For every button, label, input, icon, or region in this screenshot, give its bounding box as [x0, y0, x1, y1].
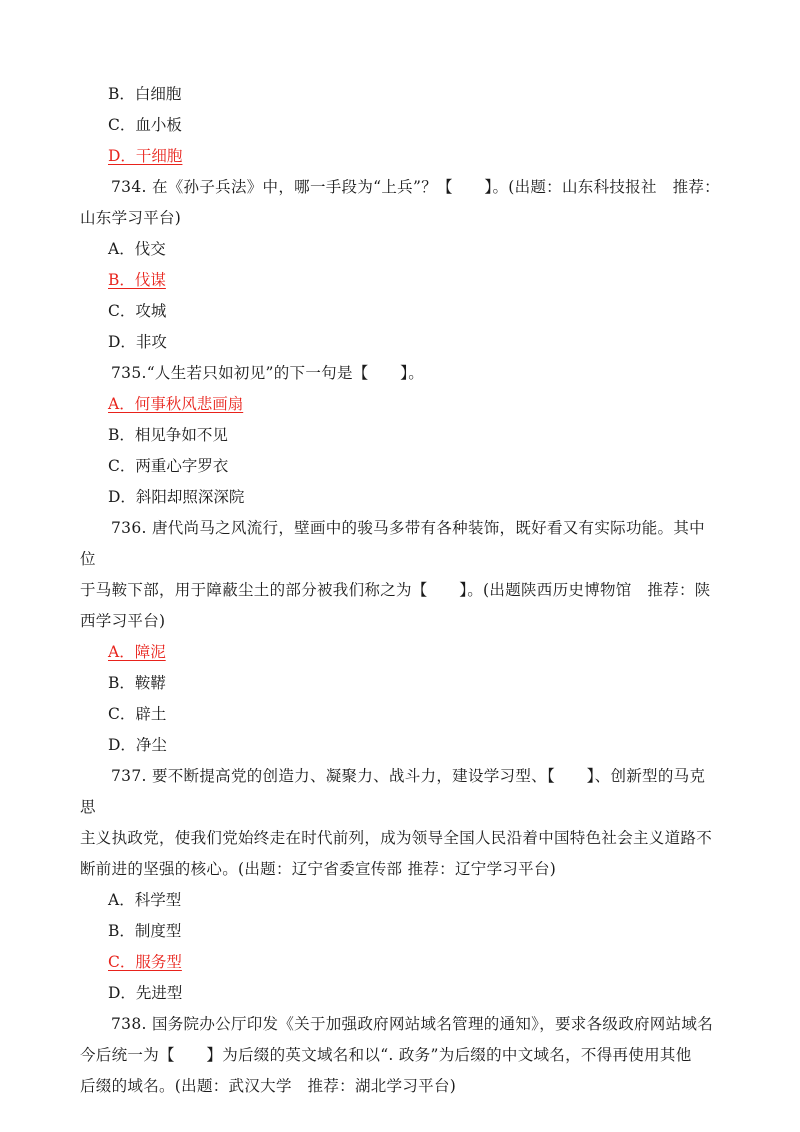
answer-option: C．血小板 — [108, 116, 182, 134]
question-text: 738. 国务院办公厅印发《关于加强政府网站域名管理的通知》，要求各级政府网站域名 — [111, 1015, 713, 1033]
answer-option: D．斜阳却照深深院 — [108, 488, 245, 506]
answer-option: C．攻城 — [108, 302, 167, 320]
question-text-continued: 后缀的域名。(出题：武汉大学 推荐：湖北学习平台) — [80, 1077, 457, 1095]
answer-option-correct: B．伐谋 — [108, 271, 166, 289]
question-text: 737. 要不断提高党的创造力、凝聚力、战斗力，建设学习型、【 】、创新型的马克思 — [80, 767, 706, 816]
answer-option: C．辟土 — [108, 705, 167, 723]
answer-option-correct: A．障泥 — [108, 643, 166, 661]
question-text-continued: 断前进的坚强的核心。(出题：辽宁省委宣传部 推荐：辽宁学习平台) — [80, 860, 557, 878]
answer-option: B．制度型 — [108, 922, 182, 940]
question-text: 734. 在《孙子兵法》中，哪一手段为“上兵”？【 】。(出题：山东科技报社 推荐： — [111, 178, 720, 196]
question-text-continued: 山东学习平台) — [80, 209, 182, 227]
answer-option: A．伐交 — [108, 240, 166, 258]
question-text-continued: 西学习平台) — [80, 612, 166, 630]
answer-option: D．非攻 — [108, 333, 167, 351]
answer-option: C．两重心字罗衣 — [108, 457, 229, 475]
question-text-continued: 于马鞍下部，用于障蔽尘土的部分被我们称之为【 】。(出题陕西历史博物馆 推荐：陕 — [80, 581, 711, 599]
answer-option-correct: C．服务型 — [108, 953, 182, 971]
answer-option-correct: A．何事秋风悲画扇 — [108, 395, 244, 413]
question-text: 735.“人生若只如初见”的下一句是【 】。 — [111, 364, 425, 382]
question-text-continued: 主义执政党，使我们党始终走在时代前列，成为领导全国人民沿着中国特色社会主义道路不 — [80, 829, 713, 847]
answer-option: D．先进型 — [108, 984, 183, 1002]
answer-option: B．相见争如不见 — [108, 426, 228, 444]
answer-option: D．净尘 — [108, 736, 167, 754]
answer-option: B．鞍鞯 — [108, 674, 166, 692]
answer-option: B．白细胞 — [108, 85, 182, 103]
answer-option-correct: D．干细胞 — [108, 147, 183, 165]
question-text: 736. 唐代尚马之风流行，壁画中的骏马多带有各种装饰，既好看又有实际功能。其中位 — [80, 519, 705, 568]
question-text-continued: 今后统一为【 】为后缀的英文域名和以“. 政务”为后缀的中文域名，不得再使用其他 — [80, 1046, 692, 1064]
answer-option: A．科学型 — [108, 891, 182, 909]
